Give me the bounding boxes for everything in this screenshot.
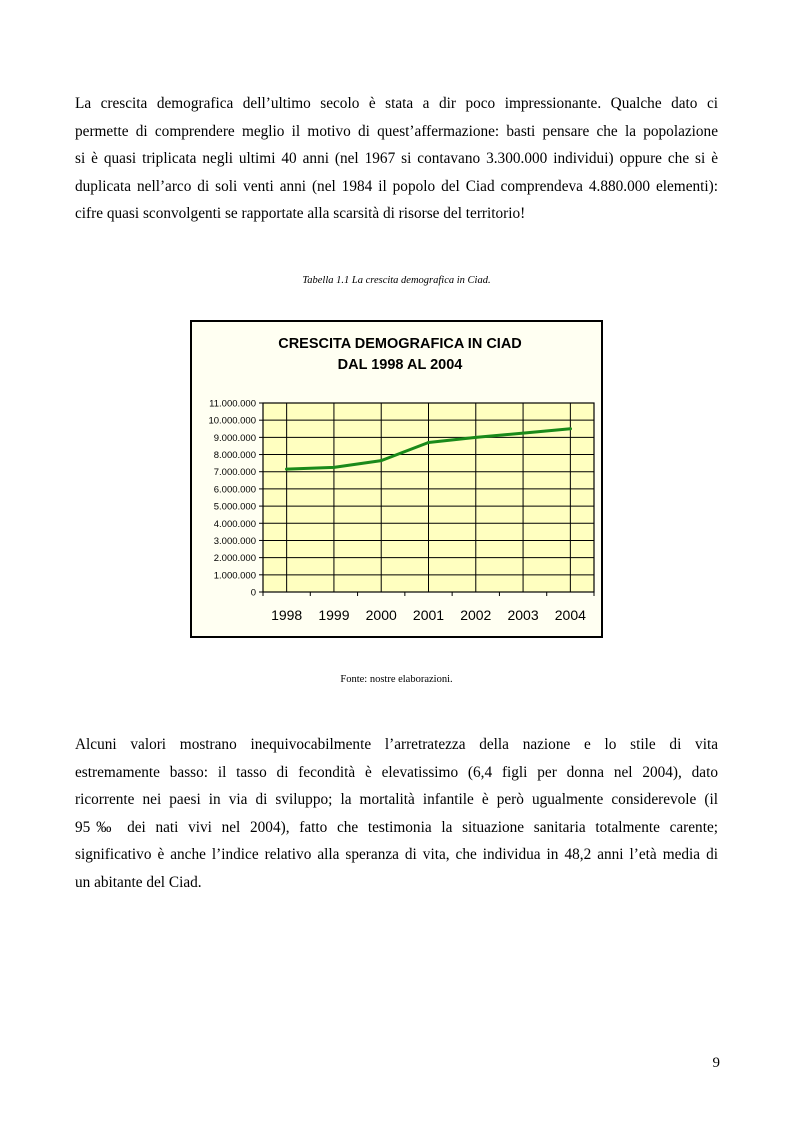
data-point <box>332 466 335 469</box>
data-point <box>380 459 383 462</box>
y-tick-label: 6.000.000 <box>213 484 256 496</box>
y-tick-label: 3.000.000 <box>213 535 256 547</box>
text-line: un abitante del Ciad. <box>75 873 202 891</box>
x-tick-label: 2003 <box>507 607 539 623</box>
y-tick-label: 4.000.000 <box>213 518 256 530</box>
text-line: si è quasi triplicata negli ultimi 40 anni (nel 1967 si contavano 3.300.000 individui) oppure che si è <box>75 150 718 167</box>
text-line: significativo è anche l’indice relativo alla speranza di vita, che individua in 48,2 anni l’età media di <box>75 846 718 863</box>
analysis-paragraph <box>75 731 718 896</box>
text-line: permette di comprendere meglio il motivo di quest’affermazione: basti pensare che la popolazione <box>75 122 718 140</box>
y-tick-label: 11.000.000 <box>209 398 256 410</box>
table-caption: Tabella 1.1 La crescita demografica in Ciad. <box>302 275 491 286</box>
text-line: estremamente basso: il tasso di fecondità è elevatissimo (6,4 figli per donna nel 2004), dato <box>75 763 718 781</box>
x-tick-label: 2004 <box>554 607 586 623</box>
x-tick-label: 1999 <box>318 607 350 623</box>
source-caption: Fonte: nostre elaborazioni. <box>340 674 453 685</box>
intro-paragraph <box>75 90 718 228</box>
y-tick-label: 9.000.000 <box>213 432 256 444</box>
population-line-chart <box>192 322 601 636</box>
x-tick-label: 1998 <box>271 607 303 623</box>
chart-title-line: CRESCITA DEMOGRAFICA IN CIAD <box>278 336 522 352</box>
text-line: Alcuni valori mostrano inequivocabilmente l’arretratezza della nazione e lo stile di vita <box>75 736 718 753</box>
y-tick-label: 10.000.000 <box>208 415 256 427</box>
y-tick-label: 8.000.000 <box>213 450 256 462</box>
x-tick-label: 2000 <box>365 607 397 623</box>
data-point <box>569 427 572 430</box>
text-line: La crescita demografica dell’ultimo secolo è stata a dir poco impressionante. Qualche dato ci <box>75 95 718 112</box>
text-line: cifre quasi sconvolgenti se rapportate alla scarsità di risorse del territorio! <box>75 205 526 222</box>
page-number: 9 <box>712 1055 720 1071</box>
chart-title-line: DAL 1998 AL 2004 <box>337 357 463 373</box>
chart-frame <box>190 320 603 638</box>
data-point <box>285 468 288 471</box>
data-point <box>474 436 477 439</box>
text-line: ricorrente nei paesi in via di sviluppo; la mortalità infantile è però ugualmente considerevole (il <box>75 791 718 808</box>
x-tick-label: 2002 <box>460 607 492 623</box>
text-line: 95‰ dei nati vivi nel 2004), fatto che testimonia la situazione sanitaria totalmente carente; <box>75 818 718 836</box>
y-tick-label: 1.000.000 <box>213 570 256 582</box>
y-tick-label: 5.000.000 <box>213 501 256 513</box>
data-point <box>427 441 430 444</box>
text-line: duplicata nell’arco di soli venti anni (nel 1984 il popolo del Ciad comprendeva 4.880.000 elementi): <box>75 177 718 195</box>
x-tick-label: 2001 <box>412 607 445 623</box>
y-tick-label: 0 <box>250 587 256 599</box>
data-point <box>522 432 525 435</box>
y-tick-label: 2.000.000 <box>213 553 256 565</box>
y-tick-label: 7.000.000 <box>213 467 256 479</box>
